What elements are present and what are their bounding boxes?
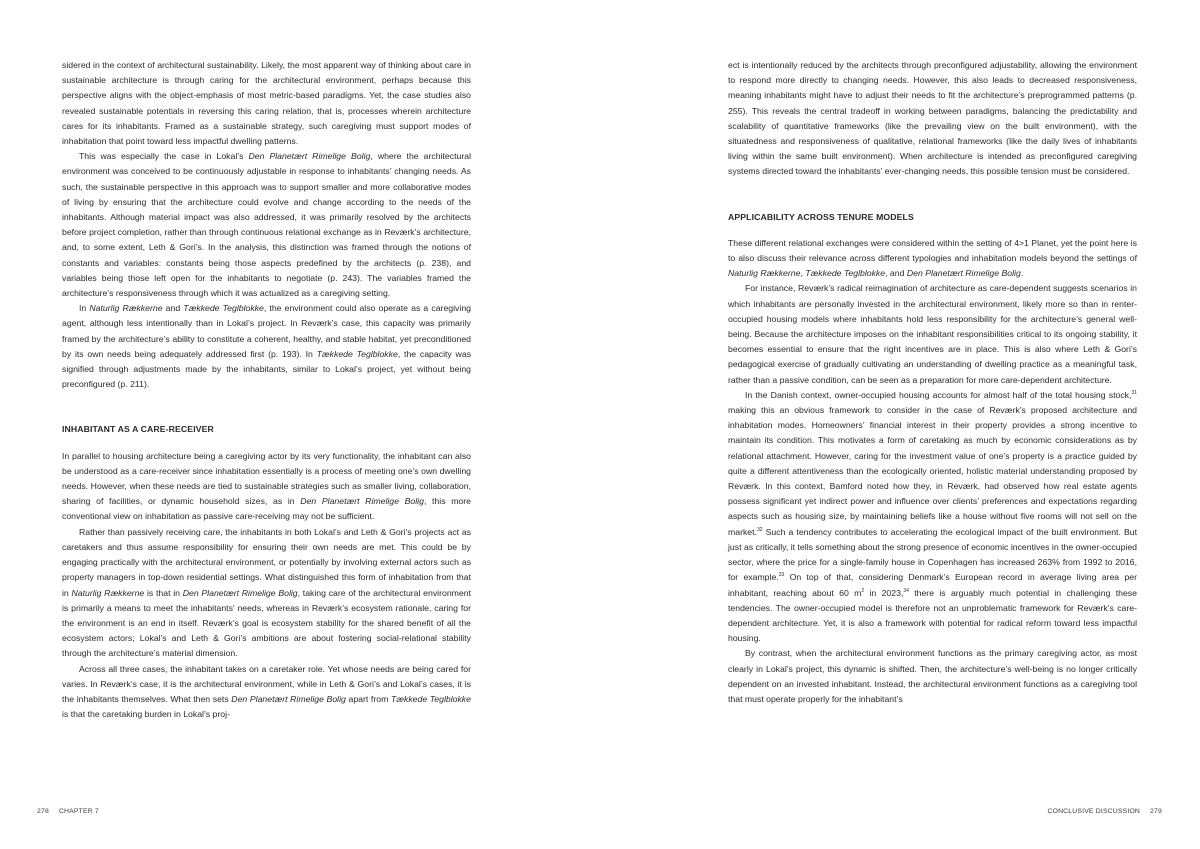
right-page-body: [728, 58, 1137, 707]
footnote-ref: 33: [778, 572, 785, 579]
page-number: 278: [37, 808, 49, 815]
footnote-ref: 32: [756, 526, 763, 533]
project-title: Den Planetært Rimelige Bolig: [906, 268, 1021, 279]
project-title: Tækkede Teglblokke: [183, 303, 264, 314]
project-title: Den Planetært Rimelige Bolig: [248, 151, 371, 162]
project-title: Den Planetært Rimelige Bolig: [300, 496, 424, 507]
body-paragraph: ect is intentionally reduced by the architects through preconfigured adjustability, allowing the environment to respond more directly to changing needs. However, this also leads to decreased responsiveness, meaning inhabitants might have to adjust their needs to fit the architecture’s preprogrammed patterns (p. 255). This reveals the central tradeoff in working between paradigms, balancing the predictability and scalability of quantitative frameworks (like the prevailing view on the built environment), with the situatedness and responsiveness of qualitative, relational frameworks (like the daily lives of inhabitants living within the same built environment). When architecture is intended as preconfigured caregiving systems directed toward the inhabitants’ ever-changing needs, this possible tension must be considered.: [728, 60, 1137, 177]
body-paragraph: In Naturlig Rækkerne and Tækkede Teglblokke, the environment could also operate as a caregiving agent, although less intentionally than in Lokal’s project. In Reværk’s case, this capacity was primarily framed by the architecture’s ability to constitute a coherent, healthy, and stable habitat, yet preconditioned by its own needs being adequately addressed first (p. 193). In Tækkede Teglblokke, the capacity was signified through adjustments made by the inhabitants, similar to Lokal’s project, yet without being preconfigured (p. 211).: [62, 303, 471, 390]
project-title: Naturlig Rækkerne: [89, 303, 163, 314]
project-title: Tækkede Teglblokke: [805, 268, 886, 279]
section-heading: APPLICABILITY ACROSS TENURE MODELS: [728, 211, 914, 222]
body-paragraph: These different relational exchanges were considered within the setting of 4>1 Planet, yet the point here is to also discuss their relevance across different typologies and inhabitation models beyond the settings of Naturlig Rækkerne, Tækkede Teglblokke, and Den Planetært Rimelige Bolig.: [728, 237, 1137, 279]
left-page-footer: [37, 808, 99, 815]
superscript-unit: 2: [861, 587, 865, 594]
section-heading: INHABITANT AS A CARE-RECEIVER: [62, 424, 214, 435]
project-title: Tækkede Teglblokke: [390, 693, 471, 704]
project-title: Tækkede Teglblokke: [316, 348, 398, 359]
body-paragraph: For instance, Reværk’s radical reimagination of architecture as care-dependent suggests scenarios in which inhabitants are personally invested in the architectural environment, likely more so than in renter-occupied housing models where inhabitants hold less responsibility for the architecture’s general well-being. Because the architecture imposes on the inhabitant responsibilities critical to its ongoing stability, it becomes essential to ensure that the right incentives are in place. This is also where Leth & Gori’s pedagogical exercise of gradually cultivating an understanding of dwelling practice as a meaningful task, rather than a passive condition, can be seen as a preparation for more care-dependent architecture.: [728, 283, 1137, 385]
body-paragraph: This was especially the case in Lokal’s Den Planetært Rimelige Bolig, where the architectural environment was conceived to be continuously adjustable in response to inhabitants’ changing needs. As such, the sustainable perspective in this approach was to support smaller and more collaborative modes of living by ensuring that the architecture could evolve and change according to the needs of the inhabitants. Although material impact was also addressed, it was primarily resolved by the architects before project completion, rather than through continuous relational exchange as in Reværk’s architecture, and, to some extent, Leth & Gori’s. In the analysis, this distinction was framed through the notions of constants and variables: constants being those aspects predefined by the architects (p. 238), and variables being those left open for the inhabitants to negotiate (p. 243). The variables framed the architecture’s responsiveness through which it was actualized as a caregiving setting.: [62, 151, 471, 299]
running-header: CONCLUSIVE DISCUSSION: [1047, 808, 1141, 815]
body-paragraph: Rather than passively receiving care, the inhabitants in both Lokal’s and Leth & Gori’s projects act as caretakers and thus assume responsibility for ensuring their own needs are met. This could be by engaging practically with the architectural environment, or potentially by involving external actors such as property managers in top-down residential settings. What distinguished this form of inhabitation from that in Naturlig Rækkerne is that in Den Planetært Rimelige Bolig, taking care of the architectural environment is primarily a means to meet the inhabitants’ needs, whereas in Reværk’s ecosystem rationale, caring for the environment is an end in itself. Reværk’s goal is ecosystem stability for the shared benefit of all the ecosystem actors; Lokal’s and Leth & Gori’s ambitions are about fostering social-relational stability through the architecture’s material dimension.: [62, 526, 471, 659]
footnote-ref: 34: [903, 587, 909, 594]
project-title: Naturlig Rækkerne: [728, 268, 801, 279]
right-page-footer: [1047, 808, 1162, 815]
project-title: Naturlig Rækkerne: [71, 587, 145, 598]
body-paragraph: sidered in the context of architectural sustainability. Likely, the most apparent way of thinking about care in sustainable architecture is through caring for the architectural environment, perhaps because this perspective aligns with the object-emphasis of most metric-based paradigms. Yet, the case studies also revealed sustainable potentials in reversing this caring relation, that is, processes wherein architecture cares for its inhabitants. Framed as a sustainable strategy, such caregiving must support modes of inhabitation that point toward less impactful dwelling patterns.: [62, 60, 471, 147]
left-page-body: [62, 58, 471, 722]
footnote-ref: 31: [1131, 389, 1137, 396]
project-title: Den Planetært Rimelige Bolig: [231, 693, 346, 704]
page-number: 279: [1150, 808, 1162, 815]
body-paragraph: In the Danish context, owner-occupied housing accounts for almost half of the total housing stock,$^{31}$ making this an obvious framework to consider in the case of Reværk’s proposed architecture and inhabitation modes. Homeowners’ financial interest in their property provides a strong incentive to maintain its condition. This motivates a form of caretaking as much by economic considerations as by relational attachment. However, caring for the investment value of one’s property is a practice guided by quite a different attentiveness than the ecologically oriented, holistic material understanding proposed by Reværk. In this context, Bamford noted how they, in Reværk, had observed how real estate agents possess significant yet indirect power and influence over clients’ preferences and expectations regarding aspects such as housing size, by maintaining beliefs like a house without five rooms will not sell on the market.$^{32}$ Such a tendency contributes to accelerating the ecological impact of the built environment. But just as critically, it tells something about the strong presence of economic incentives in the owner-occupied sector, where the price for a single-family house in Copenhagen has increased 263% from 1992 to 2016, for example.$^{33}$ On top of that, considering Denmark’s European record in average living area per inhabitant, reaching about 60 $m^2$ in 2023,34 there is arguably much potential in challenging these tendencies. The owner-occupied model is therefore not an unproblematic framework for Reværk’s care-dependent architecture. Yet, it is also a framework with potential for radical reform toward less impactful housing.: [728, 389, 1137, 644]
body-paragraph: In parallel to housing architecture being a caregiving actor by its very functionality, the inhabitant can also be understood as a care-receiver since inhabitation essentially is a process of meeting one’s own dwelling needs. However, when these needs are tied to sustainable strategies such as smaller living, collaboration, sharing of facilities, or dynamic household sizes, as in Den Planetært Rimelige Bolig, this more conventional view on inhabitation as passive care-receiving may not be sufficient.: [62, 450, 471, 522]
running-header: CHAPTER 7: [58, 808, 99, 815]
body-paragraph: Across all three cases, the inhabitant takes on a caretaker role. Yet whose needs are being cared for varies. In Reværk’s case, it is the architectural environment, while in Leth & Gori’s and Lokal’s cases, it is the inhabitants themselves. What then sets Den Planetært Rimelige Bolig apart from Tækkede Teglblokke is that the caretaking burden in Lokal’s proj-: [62, 663, 471, 720]
project-title: Den Planetært Rimelige Bolig: [182, 587, 298, 598]
body-paragraph: By contrast, when the architectural environment functions as the primary caregiving actor, as most clearly in Lokal’s project, this dynamic is shifted. Then, the architecture’s well-being is no longer critically dependent on an invested inhabitant. Instead, the architectural environment functions as a caregiving tool that must operate properly for the inhabitant’s: [728, 648, 1137, 704]
